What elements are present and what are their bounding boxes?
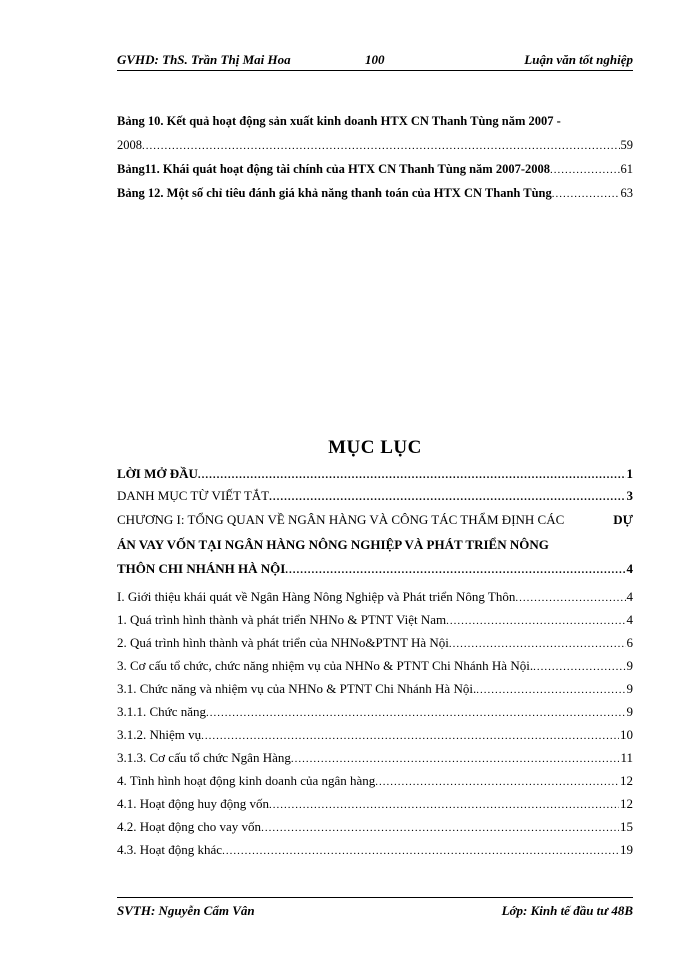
list-of-tables bbox=[117, 114, 633, 210]
chapter1-title-line2: ÁN VAY VỐN TẠI NGÂN HÀNG NÔNG NGHIỆP VÀ PHÁT TRIỂN NÔNG bbox=[117, 537, 549, 552]
leader-dots bbox=[269, 799, 619, 811]
leader-dots bbox=[550, 164, 620, 176]
table-entry-10-line1[interactable] bbox=[117, 114, 633, 138]
leader-dots bbox=[261, 822, 619, 834]
toc-entry[interactable] bbox=[117, 612, 633, 635]
toc-entry-page: 6 bbox=[626, 635, 633, 650]
leader-dots bbox=[198, 469, 626, 481]
table-entry-title: Bảng 10. Kết quả hoạt động sản xuất kinh doanh HTX CN Thanh Tùng năm 2007 - bbox=[117, 114, 561, 128]
toc-entry-title: 4.3. Hoạt động khác bbox=[117, 842, 223, 857]
toc-entry-title: 3. Cơ cấu tổ chức, chức năng nhiệm vụ của NHNo & PTNT Chi Nhánh Hà Nội. bbox=[117, 658, 534, 673]
toc-entry[interactable] bbox=[117, 750, 633, 773]
toc-entry[interactable] bbox=[117, 704, 633, 727]
leader-dots bbox=[222, 845, 619, 857]
leader-dots bbox=[269, 491, 625, 503]
page-footer bbox=[117, 897, 633, 922]
footer-class: Lớp: Kinh tế đầu tư 48B bbox=[501, 903, 633, 918]
toc-entry-page: 1 bbox=[626, 466, 633, 481]
toc-entry[interactable] bbox=[117, 589, 633, 612]
toc-entry[interactable] bbox=[117, 773, 633, 796]
leader-dots bbox=[375, 776, 619, 788]
toc-entry-page: 3 bbox=[626, 488, 633, 503]
header-page-number: 100 bbox=[365, 52, 385, 67]
toc-entry[interactable] bbox=[117, 635, 633, 658]
leader-dots bbox=[285, 564, 625, 576]
toc-entry-title: 4.2. Hoạt động cho vay vốn bbox=[117, 819, 262, 834]
header-doc-type: Luận văn tốt nghiệp bbox=[524, 52, 633, 67]
table-entry-page: 63 bbox=[620, 186, 633, 200]
toc-entry-page: 12 bbox=[620, 773, 633, 788]
toc-entry[interactable] bbox=[117, 658, 633, 681]
toc-title: MỤC LỤC bbox=[328, 437, 422, 458]
toc-entry-chapter1-line2[interactable] bbox=[117, 537, 633, 561]
toc-entry-page: 19 bbox=[620, 842, 633, 857]
leader-dots bbox=[476, 684, 625, 696]
toc-entry-page: 10 bbox=[620, 727, 633, 742]
chapter1-title-part2: DỰ bbox=[613, 512, 633, 527]
leader-dots bbox=[201, 730, 619, 742]
table-entry-page: 61 bbox=[620, 162, 633, 176]
toc-entry-title: 1. Quá trình hình thành và phát triển NHNo & PTNT Việt Nam bbox=[117, 612, 447, 627]
leader-dots bbox=[449, 638, 626, 650]
table-entry-title: Bảng11. Khái quát hoạt động tài chính của HTX CN Thanh Tùng năm 2007-2008 bbox=[117, 162, 550, 176]
leader-dots bbox=[206, 707, 625, 719]
toc-entry-page: 4 bbox=[626, 561, 633, 576]
toc-entry-title: 3.1.3. Cơ cấu tổ chức Ngân Hàng bbox=[117, 750, 291, 765]
toc-entry-page: 9 bbox=[626, 681, 633, 696]
leader-dots bbox=[446, 615, 625, 627]
toc-entry[interactable] bbox=[117, 727, 633, 750]
toc-entry-title: 3.1. Chức năng và nhiệm vụ của NHNo & PTNT Chi Nhánh Hà Nội. bbox=[117, 681, 477, 696]
toc-entry-abbr[interactable] bbox=[117, 488, 633, 512]
toc-entry-page: 9 bbox=[626, 658, 633, 673]
toc-entry-chapter1-line1[interactable] bbox=[117, 512, 633, 537]
toc-entry-title: 3.1.2. Nhiệm vụ bbox=[117, 727, 202, 742]
toc-entry[interactable] bbox=[117, 819, 633, 842]
leader-dots bbox=[533, 661, 625, 673]
toc-entry-title: 2. Quá trình hình thành và phát triển của NHNo&PTNT Hà Nội bbox=[117, 635, 449, 650]
toc-entry-title: 3.1.1. Chức năng bbox=[117, 704, 207, 719]
table-of-contents bbox=[117, 466, 633, 865]
leader-dots bbox=[291, 753, 620, 765]
toc-entry-page: 11 bbox=[620, 750, 633, 765]
toc-entry-chapter1-line3[interactable] bbox=[117, 561, 633, 589]
toc-entry-title: I. Giới thiệu khái quát về Ngân Hàng Nông Nghiệp và Phát triển Nông Thôn bbox=[117, 589, 516, 604]
toc-entry-intro[interactable] bbox=[117, 466, 633, 488]
toc-entry-title: DANH MỤC TỪ VIẾT TẮT bbox=[117, 488, 270, 503]
toc-entry-title: 4.1. Hoạt động huy động vốn bbox=[117, 796, 270, 811]
toc-entry[interactable] bbox=[117, 681, 633, 704]
toc-entry-title: 4. Tình hình hoạt động kinh doanh của ngân hàng bbox=[117, 773, 376, 788]
table-entry-page: 59 bbox=[620, 138, 633, 152]
toc-entry-title: LỜI MỞ ĐẦU bbox=[117, 466, 198, 481]
table-entry-title-cont: 2008 bbox=[117, 138, 142, 152]
table-entry-10-line2[interactable] bbox=[117, 138, 633, 162]
table-entry-12[interactable] bbox=[117, 186, 633, 210]
toc-entry-page: 4 bbox=[626, 589, 633, 604]
toc-entry[interactable] bbox=[117, 796, 633, 819]
chapter1-title-part1: CHƯƠNG I: TỔNG QUAN VỀ NGÂN HÀNG VÀ CÔNG TÁC THẨM ĐỊNH CÁC bbox=[117, 512, 565, 527]
footer-student: SVTH: Nguyễn Cẩm Vân bbox=[117, 903, 255, 918]
toc-entry-page: 9 bbox=[626, 704, 633, 719]
leader-dots bbox=[515, 592, 625, 604]
header-supervisor: GVHD: ThS. Trần Thị Mai Hoa bbox=[117, 52, 291, 67]
toc-entry-page: 4 bbox=[626, 612, 633, 627]
toc-entry-page: 15 bbox=[620, 819, 633, 834]
toc-entry-page: 12 bbox=[620, 796, 633, 811]
table-entry-11[interactable] bbox=[117, 162, 633, 186]
table-entry-title: Bảng 12. Một số chỉ tiêu đánh giá khả năng thanh toán của HTX CN Thanh Tùng bbox=[117, 186, 552, 200]
toc-entry[interactable] bbox=[117, 842, 633, 865]
leader-dots bbox=[142, 140, 620, 152]
page-header bbox=[117, 52, 633, 71]
chapter1-title-line3: THÔN CHI NHÁNH HÀ NỘI bbox=[117, 561, 286, 576]
leader-dots bbox=[552, 188, 620, 200]
